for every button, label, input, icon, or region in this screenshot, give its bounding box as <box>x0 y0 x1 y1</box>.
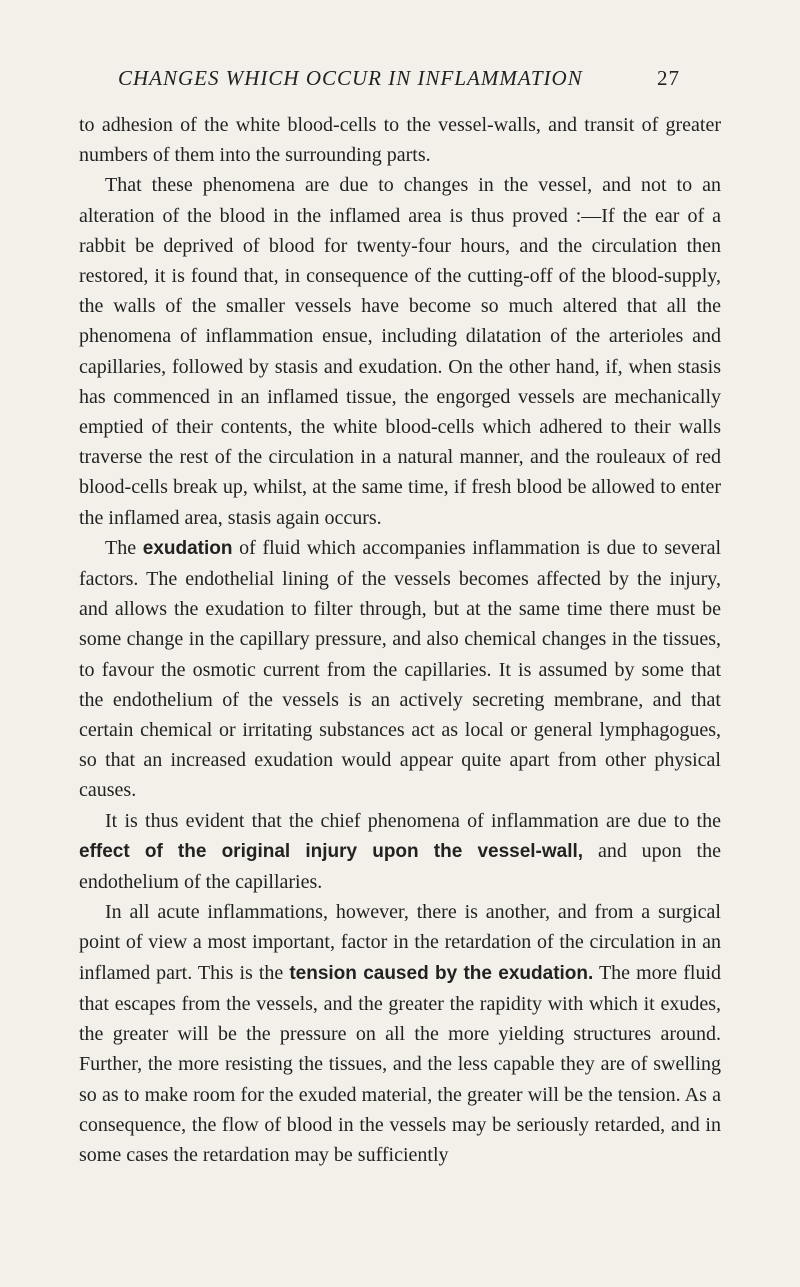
body-text <box>79 110 721 1170</box>
paragraph-text: The more fluid that escapes from the vessels, and the greater the rapidity with which it exudes, the greater will be the pressure on all the more yielding structures around. Further, the more resisting the tissues, and the less capable they are of swelling so as to make room for the exuded material, the greater will be the tension. As a consequence, the flow of blood in the vessels may be seriously retarded, and in some cases the retardation may be sufficiently <box>79 961 721 1166</box>
paragraph: That these phenomena are due to changes in the vessel, and not to an alteration of the blood in the inflamed area is thus proved :—If the ear of a rabbit be deprived of blood for twenty-four hours, and the circulation then restored, it is found that, in consequence of the cutting-off of the blood-supply, the walls of the smaller vessels have become so much altered that all the phenomena of inflammation ensue, including dilatation of the arterioles and capillaries, followed by stasis and exudation. On the other hand, if, when stasis has commenced in an inflamed tissue, the engorged vessels are mechanically emptied of their contents, the white blood-cells which adhered to their walls traverse the rest of the circulation in a natural manner, and the rouleaux of red blood-cells break up, whilst, at the same time, if fresh blood be allowed to enter the inflamed area, stasis again occurs. <box>79 174 721 529</box>
paragraph-text: of fluid which accompanies inflammation is due to several factors. The endothelial lining of the vessels becomes affected by the injury, and allows the exudation to filter through, but at the same time there must be some change in the capillary pressure, and also chemical changes in the tissues, to favour the osmotic current from the capillaries. It is assumed by some that the endothelium of the vessels is an actively secreting membrane, and that certain chemical or irritating substances act as local or general lymphagogues, so that an increased exudation would appear quite apart from other physical causes. <box>79 536 722 802</box>
running-title: CHANGES WHICH OCCUR IN INFLAMMATION <box>118 66 583 90</box>
bold-term: exudation <box>142 537 233 559</box>
running-head <box>118 66 680 94</box>
bold-term: tension caused by the exudation. <box>289 962 594 984</box>
paragraph <box>79 806 721 898</box>
paragraph <box>79 897 721 1170</box>
paragraph-text: It is thus evident that the chief phenomena of inflammation are due to the <box>105 809 721 832</box>
paragraph: to adhesion of the white blood-cells to the vessel-walls, and transit of greater numbers of them into the surrounding parts. <box>79 114 721 167</box>
paragraph-text: and upon the endothelium of the capillaries. <box>79 839 721 894</box>
bold-term: effect of the original injury upon the vessel-wall, <box>79 840 584 862</box>
paragraph-text: In all acute inflammations, however, there is another, and from a surgical point of view a most important, factor in the retardation of the circulation in an inflamed part. This is the <box>79 901 721 984</box>
page-number: 27 <box>657 66 680 90</box>
paragraph <box>79 533 721 806</box>
paragraph-text: The <box>105 536 137 559</box>
